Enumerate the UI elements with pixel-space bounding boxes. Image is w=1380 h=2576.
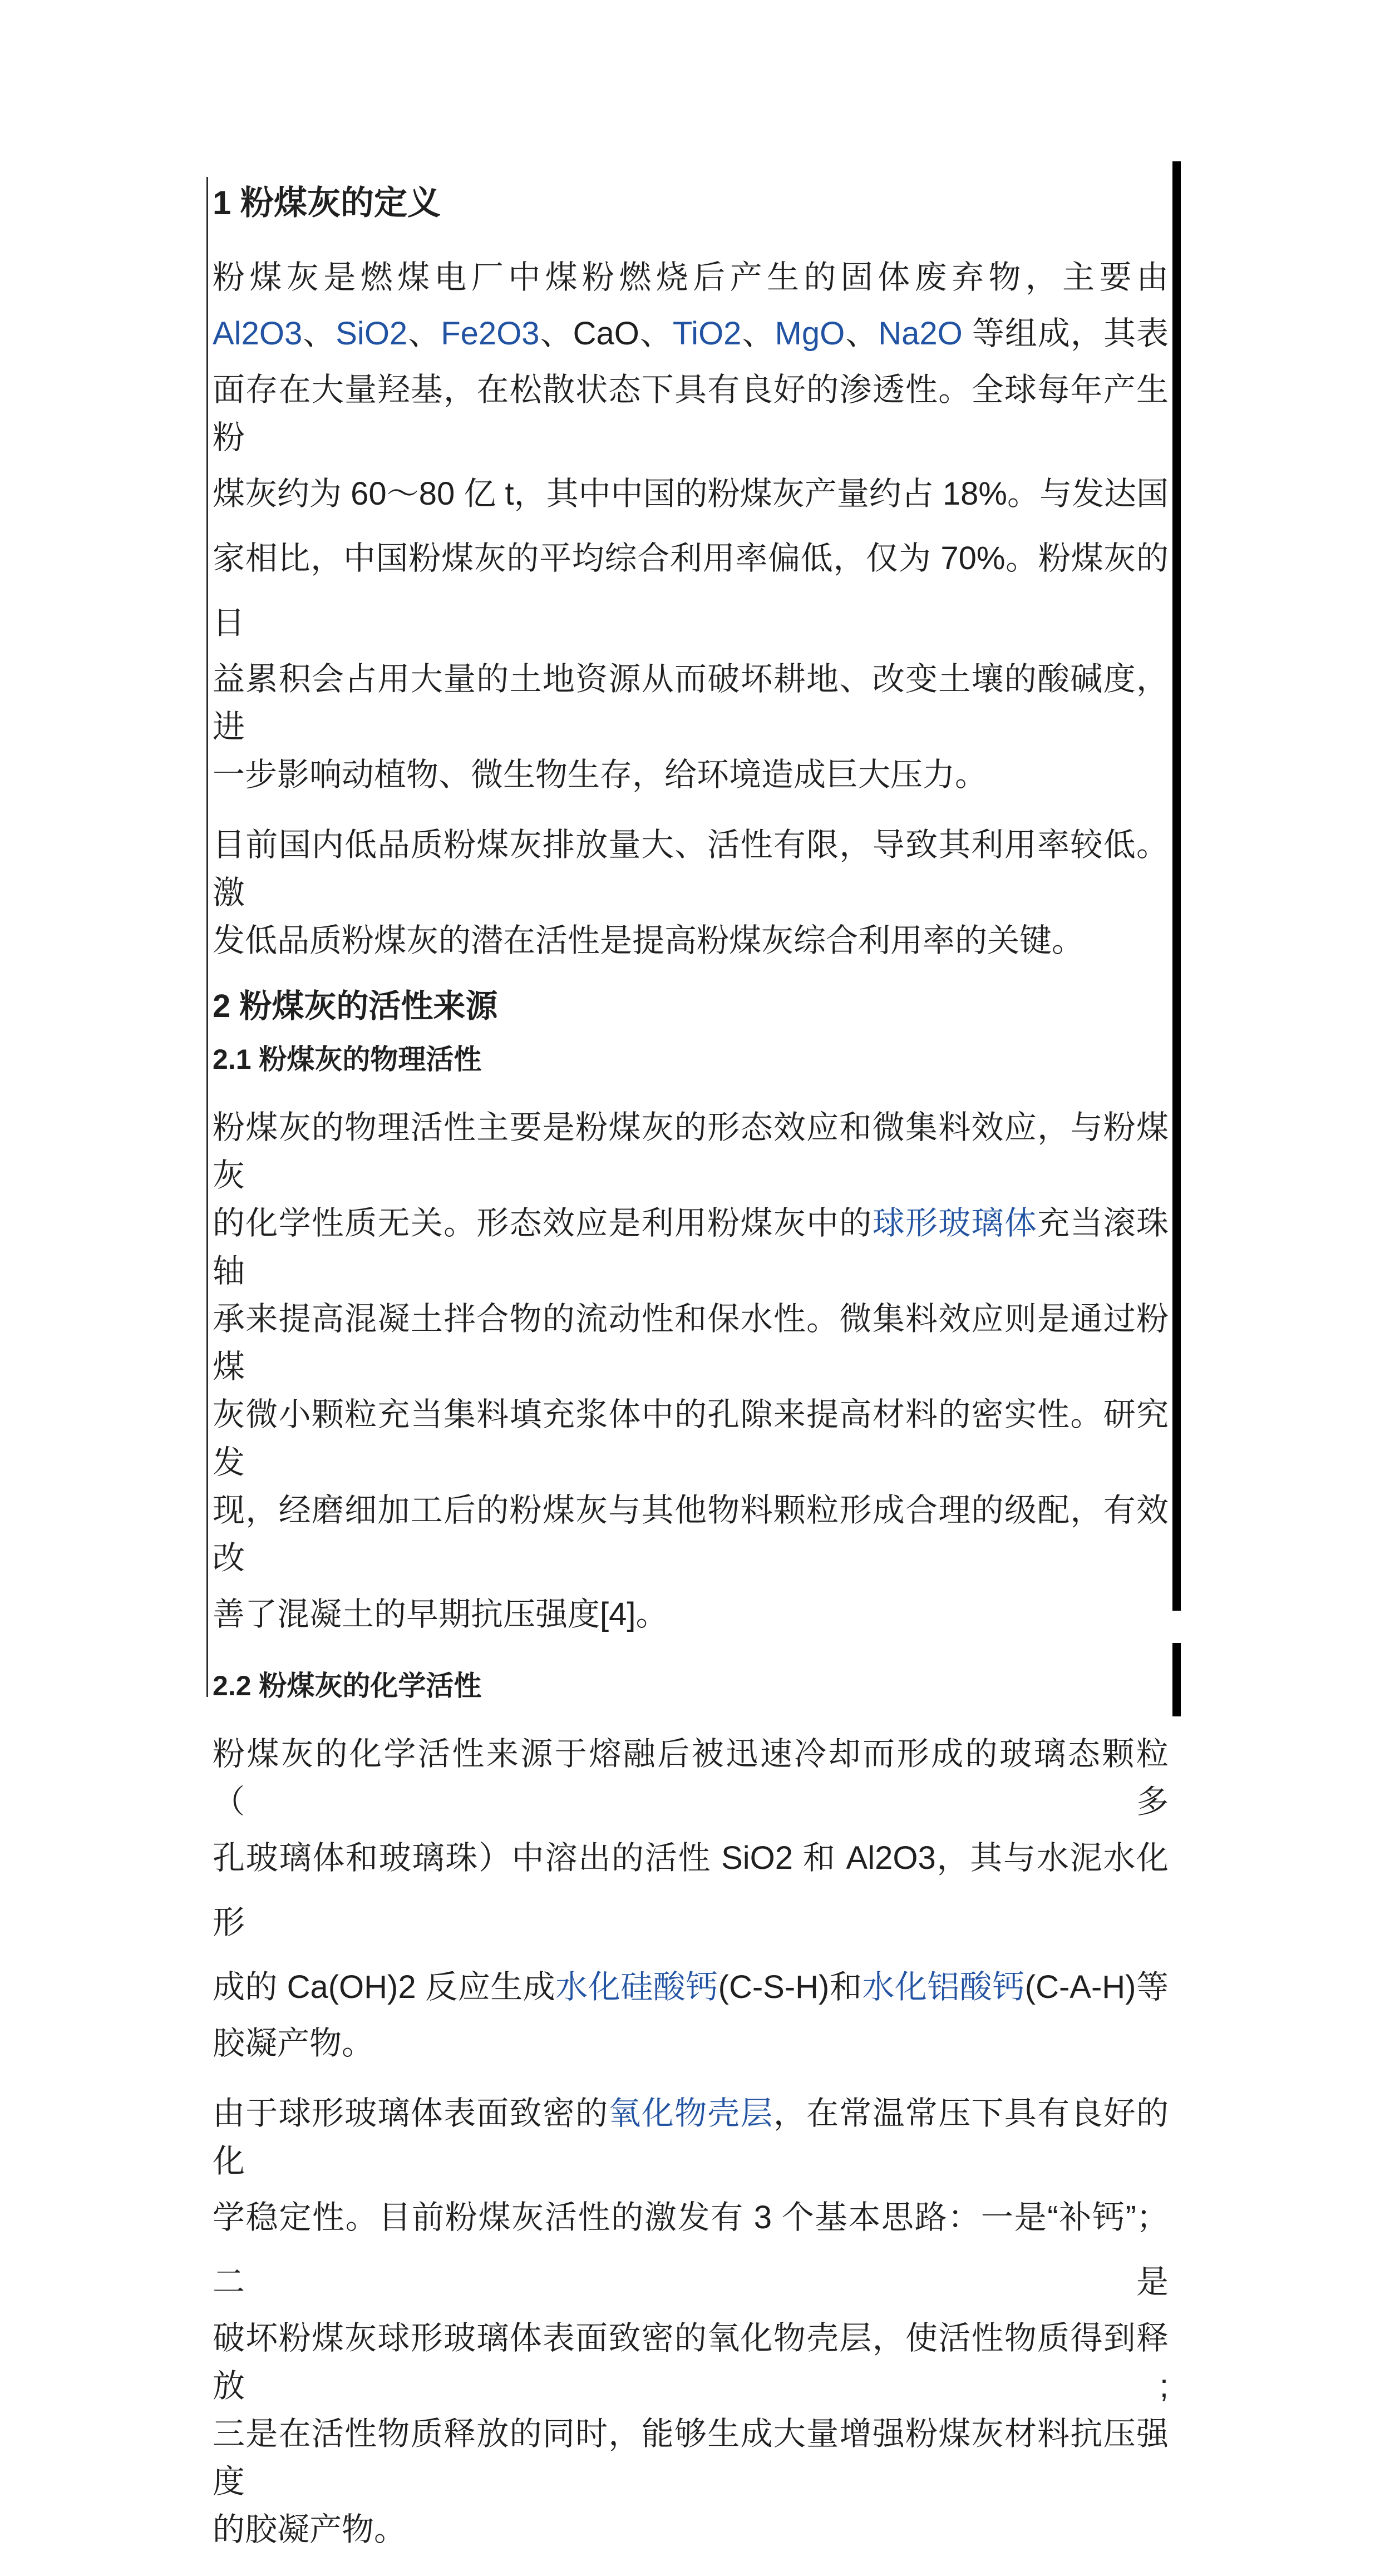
text-line [213,2506,1169,2554]
text-run: 、CaO、 [539,315,673,352]
term-link[interactable]: 水化硅酸钙 [555,1969,718,2005]
text-run: 的胶凝产物。 [213,2511,407,2548]
text-line [213,1826,1169,1955]
text-run: 益累积会占用大量的土地资源从而破坏耕地、改变土壤的酸碱度，进 [213,661,1169,745]
text-run: 由于球形玻璃体表面致密的 [213,2095,609,2131]
text-run: 孔玻璃体和玻璃珠）中溶出的活性 SiO2 和 Al2O3，其与水泥水化形 [213,1840,1169,1941]
block-p [213,254,1169,799]
text-run: 学稳定性。目前粉煤灰活性的激发有 3 个基本思路：一是“补钙”；二是 [213,2199,1169,2300]
text-run: 2.1 粉煤灰的物理活性 [213,1044,482,1075]
text-line [213,987,1169,1026]
block-h3 [213,1043,1169,1076]
block-p [213,821,1169,965]
text-line [213,184,1169,223]
text-line [213,655,1169,751]
text-line [213,751,1169,799]
text-line [213,302,1169,366]
text-run: 破坏粉煤灰球形玻璃体表面致密的氧化物壳层，使活性物质得到释放; [213,2320,1169,2404]
revision-bar-top [1172,161,1181,1611]
text-line [213,1200,1169,1295]
text-line [213,917,1169,965]
text-run: 善了混凝土的早期抗压强度[4]。 [213,1596,668,1632]
text-line [213,366,1169,462]
text-run: 发低品质粉煤灰的潜在活性是提高粉煤灰综合利用率的关键。 [213,922,1085,959]
text-run: 粉煤灰的化学活性来源于熔融后被迅速冷却而形成的玻璃态颗粒（多 [213,1736,1169,1820]
text-run: 一步影响动植物、微生物生存，给环境造成巨大压力。 [213,757,988,793]
text-run: (C-S-H)和 [718,1969,862,2005]
text-run: 2 粉煤灰的活性来源 [213,988,498,1024]
text-run: 家相比，中国粉煤灰的平均综合利用率偏低，仅为 70%。粉煤灰的日 [213,540,1169,641]
block-p [213,2090,1169,2554]
block-h2 [213,987,1169,1026]
text-run: 、 [741,315,775,352]
text-run: 灰微小颗粒充当集料填充浆体中的孔隙来提高材料的密实性。研究发 [213,1396,1169,1481]
term-link[interactable]: 氧化物壳层 [608,2095,773,2131]
text-run: 1 粉煤灰的定义 [213,184,441,221]
text-line [213,2410,1169,2506]
text-line [213,1295,1169,1391]
text-run: 的化学性质无关。形态效应是利用粉煤灰中的 [213,1205,873,1241]
block-p [213,1104,1169,1647]
text-line [213,2020,1169,2067]
text-run: 、 [302,315,336,352]
text-run: 目前国内低品质粉煤灰排放量大、活性有限，导致其利用率较低。激 [213,827,1169,911]
text-line [213,254,1169,302]
text-line [213,1955,1169,2020]
text-line [213,526,1169,655]
text-run: 三是在活性物质释放的同时，能够生成大量增强粉煤灰材料抗压强度 [213,2416,1169,2500]
term-link[interactable]: TiO2 [672,315,742,352]
block-h1 [213,184,1169,223]
text-run: (C-A-H)等 [1024,1969,1169,2005]
text-run: 承来提高混凝土拌合物的流动性和保水性。微集料效应则是通过粉煤 [213,1301,1169,1385]
term-link[interactable]: SiO2 [336,315,408,352]
left-border-rule [206,177,208,1697]
revision-bar-bottom [1172,1643,1181,1716]
block-p [213,1730,1169,2067]
text-line [213,2090,1169,2185]
text-run: 面存在大量羟基，在松散状态下具有良好的渗透性。全球每年产生粉 [213,372,1169,456]
text-line [213,1043,1169,1076]
text-line [213,1730,1169,1826]
text-run: 粉煤灰是燃煤电厂中煤粉燃烧后产生的固体废弃物，主要由 [213,259,1169,295]
text-line [213,1391,1169,1487]
text-run: 2.2 粉煤灰的化学活性 [213,1670,482,1701]
term-link[interactable]: 球形玻璃体 [872,1205,1038,1241]
term-link[interactable]: Fe2O3 [441,315,540,352]
text-line [213,821,1169,917]
block-h3 [213,1669,1169,1702]
text-line [213,1104,1169,1200]
text-run: 胶凝产物。 [213,2025,374,2061]
text-run: 煤灰约为 60～80 亿 t，其中中国的粉煤灰产量约占 18%。与发达国 [213,476,1169,512]
text-run: 成的 Ca(OH)2 反应生成 [213,1969,556,2005]
term-link[interactable]: Al2O3 [213,315,303,352]
term-link[interactable]: MgO [775,315,845,352]
text-line [213,2185,1169,2315]
term-link[interactable]: 水化铝酸钙 [862,1969,1025,2005]
text-line [213,1487,1169,1582]
text-run: 、 [407,315,441,352]
text-run: 粉煤灰的物理活性主要是粉煤灰的形态效应和微集料效应，与粉煤灰 [213,1109,1169,1193]
text-run: 充当滚珠轴 [213,1205,1169,1289]
term-link[interactable]: Na2O [878,315,963,352]
document-body [213,184,1169,2576]
text-run: 现，经磨细加工后的粉煤灰与其他物料颗粒形成合理的级配，有效改 [213,1492,1169,1576]
text-run: 、 [845,315,879,352]
text-run: 等组成，其表 [962,315,1169,352]
text-line [213,2315,1169,2410]
text-line [213,1669,1169,1702]
text-line [213,1582,1169,1647]
text-run: ，在常温常压下具有良好的化 [213,2095,1169,2179]
text-line [213,462,1169,526]
